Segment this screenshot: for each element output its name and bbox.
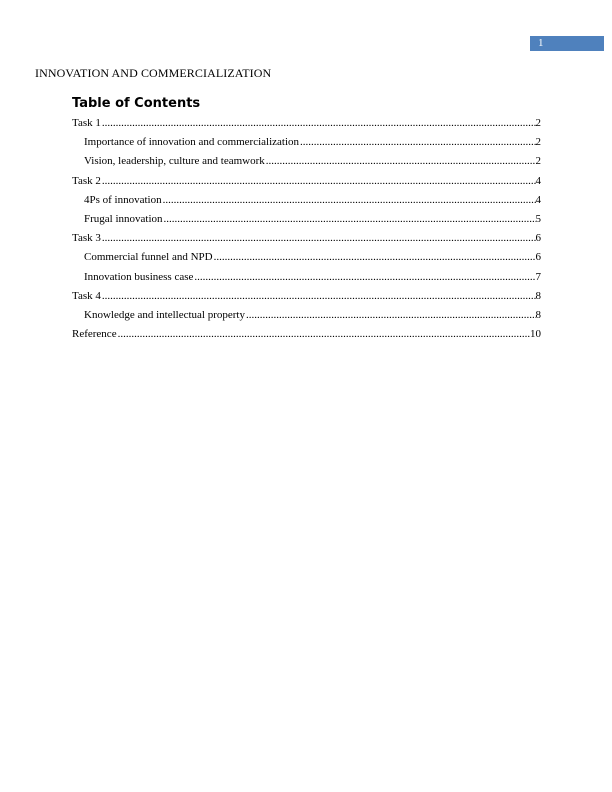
toc-entry-task-4[interactable] xyxy=(72,287,541,306)
toc-entry-business-case[interactable] xyxy=(72,268,541,287)
toc-entry-text: Commercial funnel and NPD xyxy=(84,251,213,264)
toc-entry-page: 2 xyxy=(535,155,541,168)
running-head: INNOVATION AND COMMERCIALIZATION xyxy=(35,66,272,80)
toc-leader-dots xyxy=(163,191,536,210)
toc-entry-text: Task 1 xyxy=(72,117,101,129)
toc-leader-dots xyxy=(102,229,536,248)
toc-entry-text: Frugal innovation xyxy=(84,212,163,225)
toc-leader-dots xyxy=(102,114,536,133)
toc-entry-knowledge[interactable] xyxy=(72,306,541,325)
toc-entry-text: Innovation business case xyxy=(84,270,194,283)
toc-entry-importance[interactable] xyxy=(72,133,541,152)
toc-entry-text: Task 2 xyxy=(72,174,101,187)
toc-entry-4ps[interactable] xyxy=(72,191,541,210)
toc-entry-text: Task 4 xyxy=(72,289,101,302)
toc-entry-task-2[interactable] xyxy=(72,172,541,191)
toc-entry-text: Vision, leadership, culture and teamwork xyxy=(84,155,265,168)
toc-entry-task-1[interactable] xyxy=(72,114,541,133)
toc-entry-page: 7 xyxy=(535,270,541,283)
toc-leader-dots xyxy=(194,268,535,287)
toc-entry-task-3[interactable] xyxy=(72,229,541,248)
table-of-contents xyxy=(72,114,541,344)
toc-entry-funnel[interactable] xyxy=(72,248,541,267)
toc-leader-dots xyxy=(300,133,535,152)
toc-entry-page: 2 xyxy=(535,136,541,149)
toc-leader-dots xyxy=(246,306,536,325)
toc-entry-page: 2 xyxy=(535,117,541,129)
toc-entry-page: 10 xyxy=(530,328,541,341)
toc-leader-dots xyxy=(102,172,536,191)
toc-entry-page: 6 xyxy=(535,232,541,245)
toc-entry-text: Task 3 xyxy=(72,232,101,245)
toc-entry-text: Importance of innovation and commercialization xyxy=(84,136,300,149)
page-number: 1 xyxy=(530,36,604,51)
toc-leader-dots xyxy=(214,248,536,267)
toc-title: Table of Contents xyxy=(72,96,201,111)
toc-leader-dots xyxy=(266,152,536,171)
toc-leader-dots xyxy=(118,325,530,344)
toc-entry-page: 4 xyxy=(535,174,541,187)
toc-entry-page: 8 xyxy=(535,289,541,302)
toc-entry-text: 4Ps of innovation xyxy=(84,193,162,206)
toc-leader-dots xyxy=(102,287,536,306)
toc-entry-page: 4 xyxy=(535,193,541,206)
toc-entry-reference[interactable] xyxy=(72,325,541,344)
toc-entry-page: 5 xyxy=(535,212,541,225)
toc-entry-text: Reference xyxy=(72,328,117,341)
toc-entry-page: 8 xyxy=(535,308,541,321)
toc-entry-text: Knowledge and intellectual property xyxy=(84,308,245,321)
toc-entry-frugal[interactable] xyxy=(72,210,541,229)
toc-entry-vision[interactable] xyxy=(72,152,541,171)
toc-leader-dots xyxy=(164,210,536,229)
toc-entry-page: 6 xyxy=(535,251,541,264)
